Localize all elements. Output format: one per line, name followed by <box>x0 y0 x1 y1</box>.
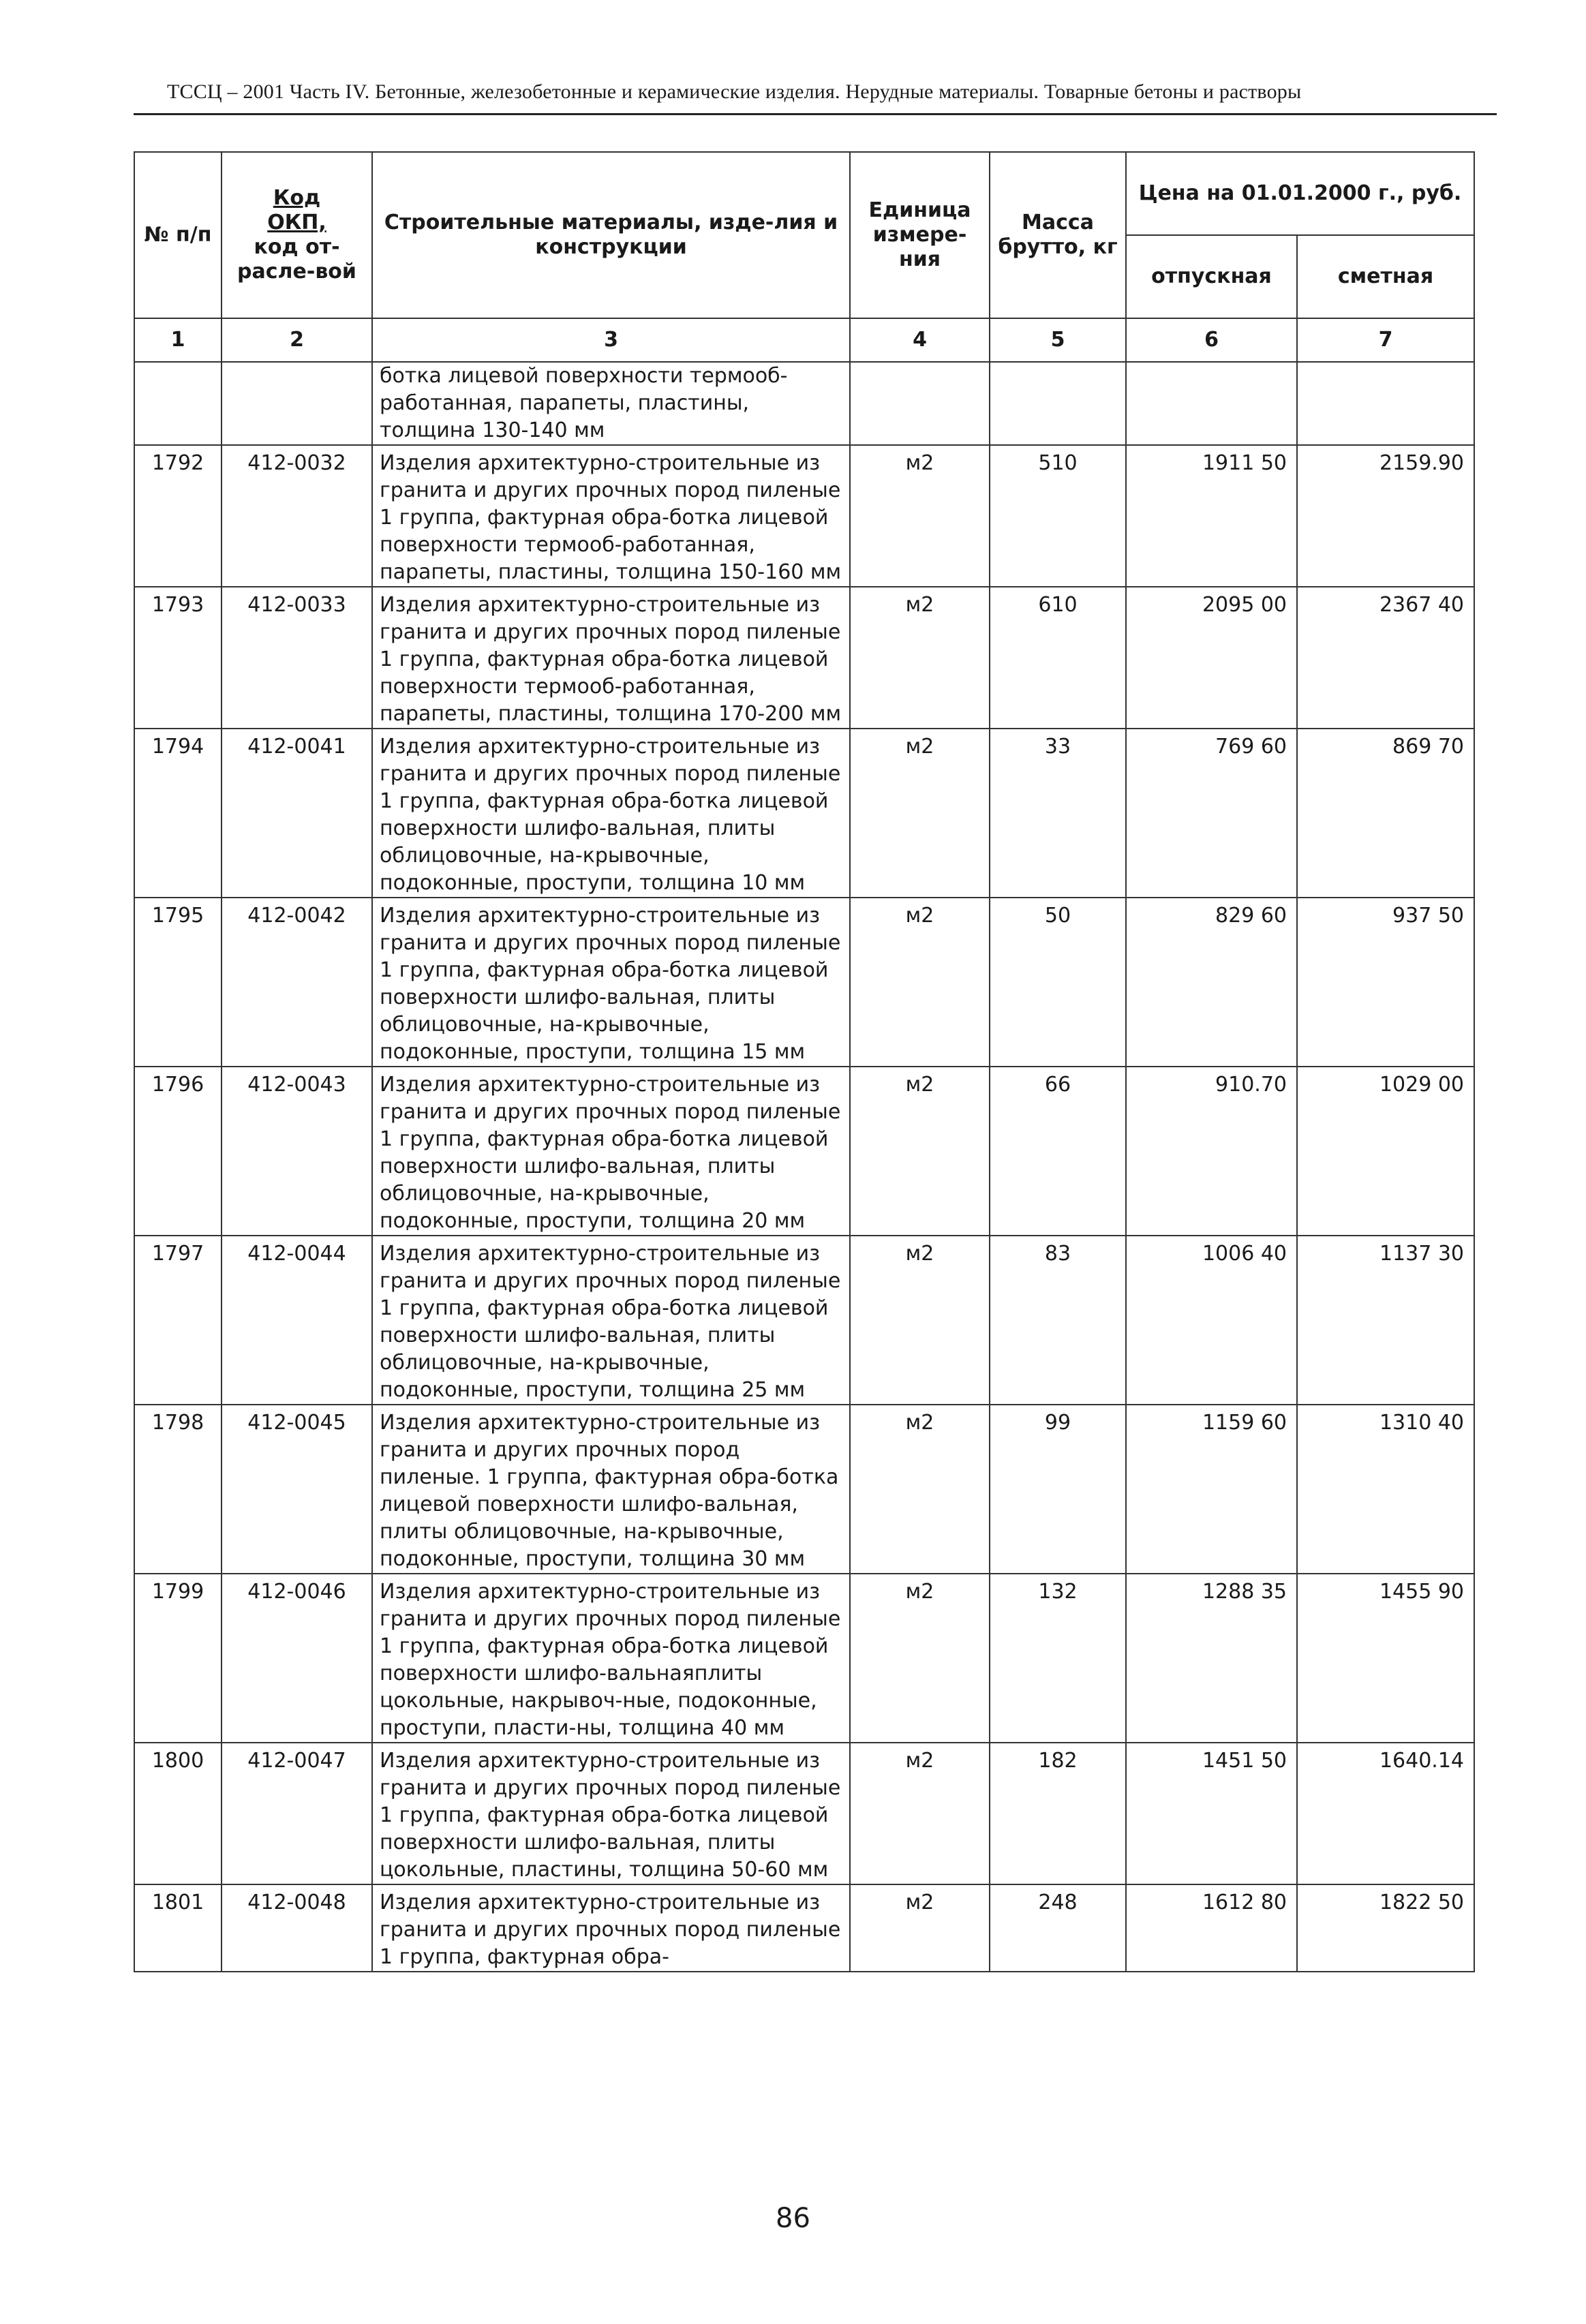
cell-description: Изделия архитектурно-строительные из гранита и других прочных пород пиленые 1 группа, фактурная обра-ботка лицевой поверхности термооб-работанная, парапеты, пластины, толщина 170-200 мм <box>372 587 850 729</box>
cell-code: 412-0047 <box>222 1743 372 1884</box>
cell-price-estimate: 1310 40 <box>1297 1405 1474 1574</box>
cell-description: Изделия архитектурно-строительные из гранита и других прочных пород пиленые 1 группа, фактурная обра-ботка лицевой поверхности термооб-работанная, парапеты, пластины, толщина 150-160 мм <box>372 445 850 587</box>
header-code-line1: Код <box>273 186 321 210</box>
cell-unit: м2 <box>850 1884 990 1972</box>
cell-price-estimate: 1640.14 <box>1297 1743 1474 1884</box>
cell-price-release: 910.70 <box>1126 1067 1297 1236</box>
cell-description: Изделия архитектурно-строительные из гранита и других прочных пород пиленые 1 группа, фактурная обра-ботка лицевой поверхности шлифо-вальная, плиты цокольные, пластины, толщина 50-60 мм <box>372 1743 850 1884</box>
cell-unit: м2 <box>850 1067 990 1236</box>
price-table <box>134 151 1475 1972</box>
cell-code: 412-0044 <box>222 1236 372 1405</box>
table-row <box>134 1067 1474 1236</box>
cell-num: 1792 <box>134 445 222 587</box>
cell-price-release <box>1126 362 1297 445</box>
cell-mass: 610 <box>990 587 1126 729</box>
cell-price-release: 769 60 <box>1126 729 1297 898</box>
cell-price-estimate: 1455 90 <box>1297 1574 1474 1743</box>
header-mass: Масса брутто, кг <box>990 152 1126 318</box>
cell-num: 1800 <box>134 1743 222 1884</box>
cell-num: 1796 <box>134 1067 222 1236</box>
cell-num: 1793 <box>134 587 222 729</box>
cell-mass: 132 <box>990 1574 1126 1743</box>
cell-unit: м2 <box>850 898 990 1067</box>
cell-price-release: 1451 50 <box>1126 1743 1297 1884</box>
cell-mass: 33 <box>990 729 1126 898</box>
cell-mass: 50 <box>990 898 1126 1067</box>
cell-unit <box>850 362 990 445</box>
column-number: 3 <box>372 318 850 362</box>
cell-unit: м2 <box>850 1236 990 1405</box>
cell-code <box>222 362 372 445</box>
table-row <box>134 1884 1474 1972</box>
cell-num: 1798 <box>134 1405 222 1574</box>
running-title: ТССЦ – 2001 Часть IV. Бетонные, железобетонные и керамические изделия. Нерудные материалы. Товарные бетоны и растворы <box>167 80 1302 103</box>
header-unit: Единица измере-ния <box>850 152 990 318</box>
header-rule <box>134 113 1497 115</box>
cell-description: Изделия архитектурно-строительные из гранита и других прочных пород пиленые 1 группа, фактурная обра-ботка лицевой поверхности шлифо-вальная, плиты облицовочные, на-крывочные, подоконные, проступи, толщина 25 мм <box>372 1236 850 1405</box>
table-row <box>134 1743 1474 1884</box>
page-number: 86 <box>776 2203 810 2234</box>
cell-price-release: 1006 40 <box>1126 1236 1297 1405</box>
cell-description: Изделия архитектурно-строительные из гранита и других прочных пород пиленые 1 группа, фактурная обра-ботка лицевой поверхности шлифо-вальная, плиты облицовочные, на-крывочные, подоконные, проступи, толщина 20 мм <box>372 1067 850 1236</box>
cell-code: 412-0041 <box>222 729 372 898</box>
cell-code: 412-0042 <box>222 898 372 1067</box>
cell-price-estimate: 1822 50 <box>1297 1884 1474 1972</box>
cell-description: Изделия архитектурно-строительные из гранита и других прочных пород пиленые 1 группа, фактурная обра- <box>372 1884 850 1972</box>
cell-unit: м2 <box>850 1405 990 1574</box>
cell-description: Изделия архитектурно-строительные из гранита и других прочных пород пиленые. 1 группа, фактурная обра-ботка лицевой поверхности шлифо-вальная, плиты облицовочные, на-крывочные, подоконные, проступи, толщина 30 мм <box>372 1405 850 1574</box>
cell-price-estimate: 1137 30 <box>1297 1236 1474 1405</box>
column-number: 5 <box>990 318 1126 362</box>
cell-unit: м2 <box>850 729 990 898</box>
table-row <box>134 587 1474 729</box>
cell-price-estimate <box>1297 362 1474 445</box>
cell-num: 1799 <box>134 1574 222 1743</box>
cell-unit: м2 <box>850 587 990 729</box>
cell-num: 1797 <box>134 1236 222 1405</box>
cell-mass: 510 <box>990 445 1126 587</box>
header-num: № п/п <box>134 152 222 318</box>
cell-num: 1801 <box>134 1884 222 1972</box>
cell-description: Изделия архитектурно-строительные из гранита и других прочных пород пиленые 1 группа, фактурная обра-ботка лицевой поверхности шлифо-вальная, плиты облицовочные, на-крывочные, подоконные, проступи, толщина 15 мм <box>372 898 850 1067</box>
cell-mass: 248 <box>990 1884 1126 1972</box>
cell-unit: м2 <box>850 1574 990 1743</box>
cell-description: Изделия архитектурно-строительные из гранита и других прочных пород пиленые 1 группа, фактурная обра-ботка лицевой поверхности шлифо-вальная, плиты облицовочные, на-крывочные, подоконные, проступи, толщина 10 мм <box>372 729 850 898</box>
table-row <box>134 898 1474 1067</box>
header-code-line2: ОКП, <box>267 211 326 234</box>
cell-price-estimate: 1029 00 <box>1297 1067 1474 1236</box>
header-price-group: Цена на 01.01.2000 г., руб. <box>1126 152 1474 235</box>
column-number: 6 <box>1126 318 1297 362</box>
cell-price-estimate: 937 50 <box>1297 898 1474 1067</box>
cell-mass: 66 <box>990 1067 1126 1236</box>
table-row <box>134 362 1474 445</box>
cell-price-release: 1911 50 <box>1126 445 1297 587</box>
table-row <box>134 1574 1474 1743</box>
cell-description-continuation: ботка лицевой поверхности термооб-работанная, парапеты, пластины, толщина 130-140 мм <box>372 362 850 445</box>
header-price-release: отпускная <box>1126 235 1297 318</box>
cell-num <box>134 362 222 445</box>
header-code <box>222 152 372 318</box>
header-materials: Строительные материалы, изде-лия и конструкции <box>372 152 850 318</box>
cell-price-release: 1612 80 <box>1126 1884 1297 1972</box>
cell-num: 1794 <box>134 729 222 898</box>
cell-unit: м2 <box>850 1743 990 1884</box>
header-code-line3: код от-расле-вой <box>237 235 356 284</box>
table-row <box>134 729 1474 898</box>
cell-price-release: 1288 35 <box>1126 1574 1297 1743</box>
cell-mass <box>990 362 1126 445</box>
header-price-estimate: сметная <box>1297 235 1474 318</box>
cell-price-release: 1159 60 <box>1126 1405 1297 1574</box>
cell-mass: 182 <box>990 1743 1126 1884</box>
cell-code: 412-0032 <box>222 445 372 587</box>
cell-price-estimate: 869 70 <box>1297 729 1474 898</box>
cell-unit: м2 <box>850 445 990 587</box>
column-number: 1 <box>134 318 222 362</box>
cell-price-release: 2095 00 <box>1126 587 1297 729</box>
cell-price-estimate: 2367 40 <box>1297 587 1474 729</box>
column-number: 7 <box>1297 318 1474 362</box>
cell-code: 412-0048 <box>222 1884 372 1972</box>
column-number: 4 <box>850 318 990 362</box>
cell-mass: 99 <box>990 1405 1126 1574</box>
table-row <box>134 1405 1474 1574</box>
cell-num: 1795 <box>134 898 222 1067</box>
cell-code: 412-0046 <box>222 1574 372 1743</box>
cell-description: Изделия архитектурно-строительные из гранита и других прочных пород пиленые 1 группа, фактурная обра-ботка лицевой поверхности шлифо-вальнаяплиты цокольные, накрывоч-ные, подоконные, проступи, пласти-ны, толщина 40 мм <box>372 1574 850 1743</box>
cell-price-release: 829 60 <box>1126 898 1297 1067</box>
cell-code: 412-0033 <box>222 587 372 729</box>
cell-code: 412-0045 <box>222 1405 372 1574</box>
table-row <box>134 445 1474 587</box>
cell-price-estimate: 2159.90 <box>1297 445 1474 587</box>
cell-code: 412-0043 <box>222 1067 372 1236</box>
column-number: 2 <box>222 318 372 362</box>
cell-mass: 83 <box>990 1236 1126 1405</box>
table-row <box>134 1236 1474 1405</box>
